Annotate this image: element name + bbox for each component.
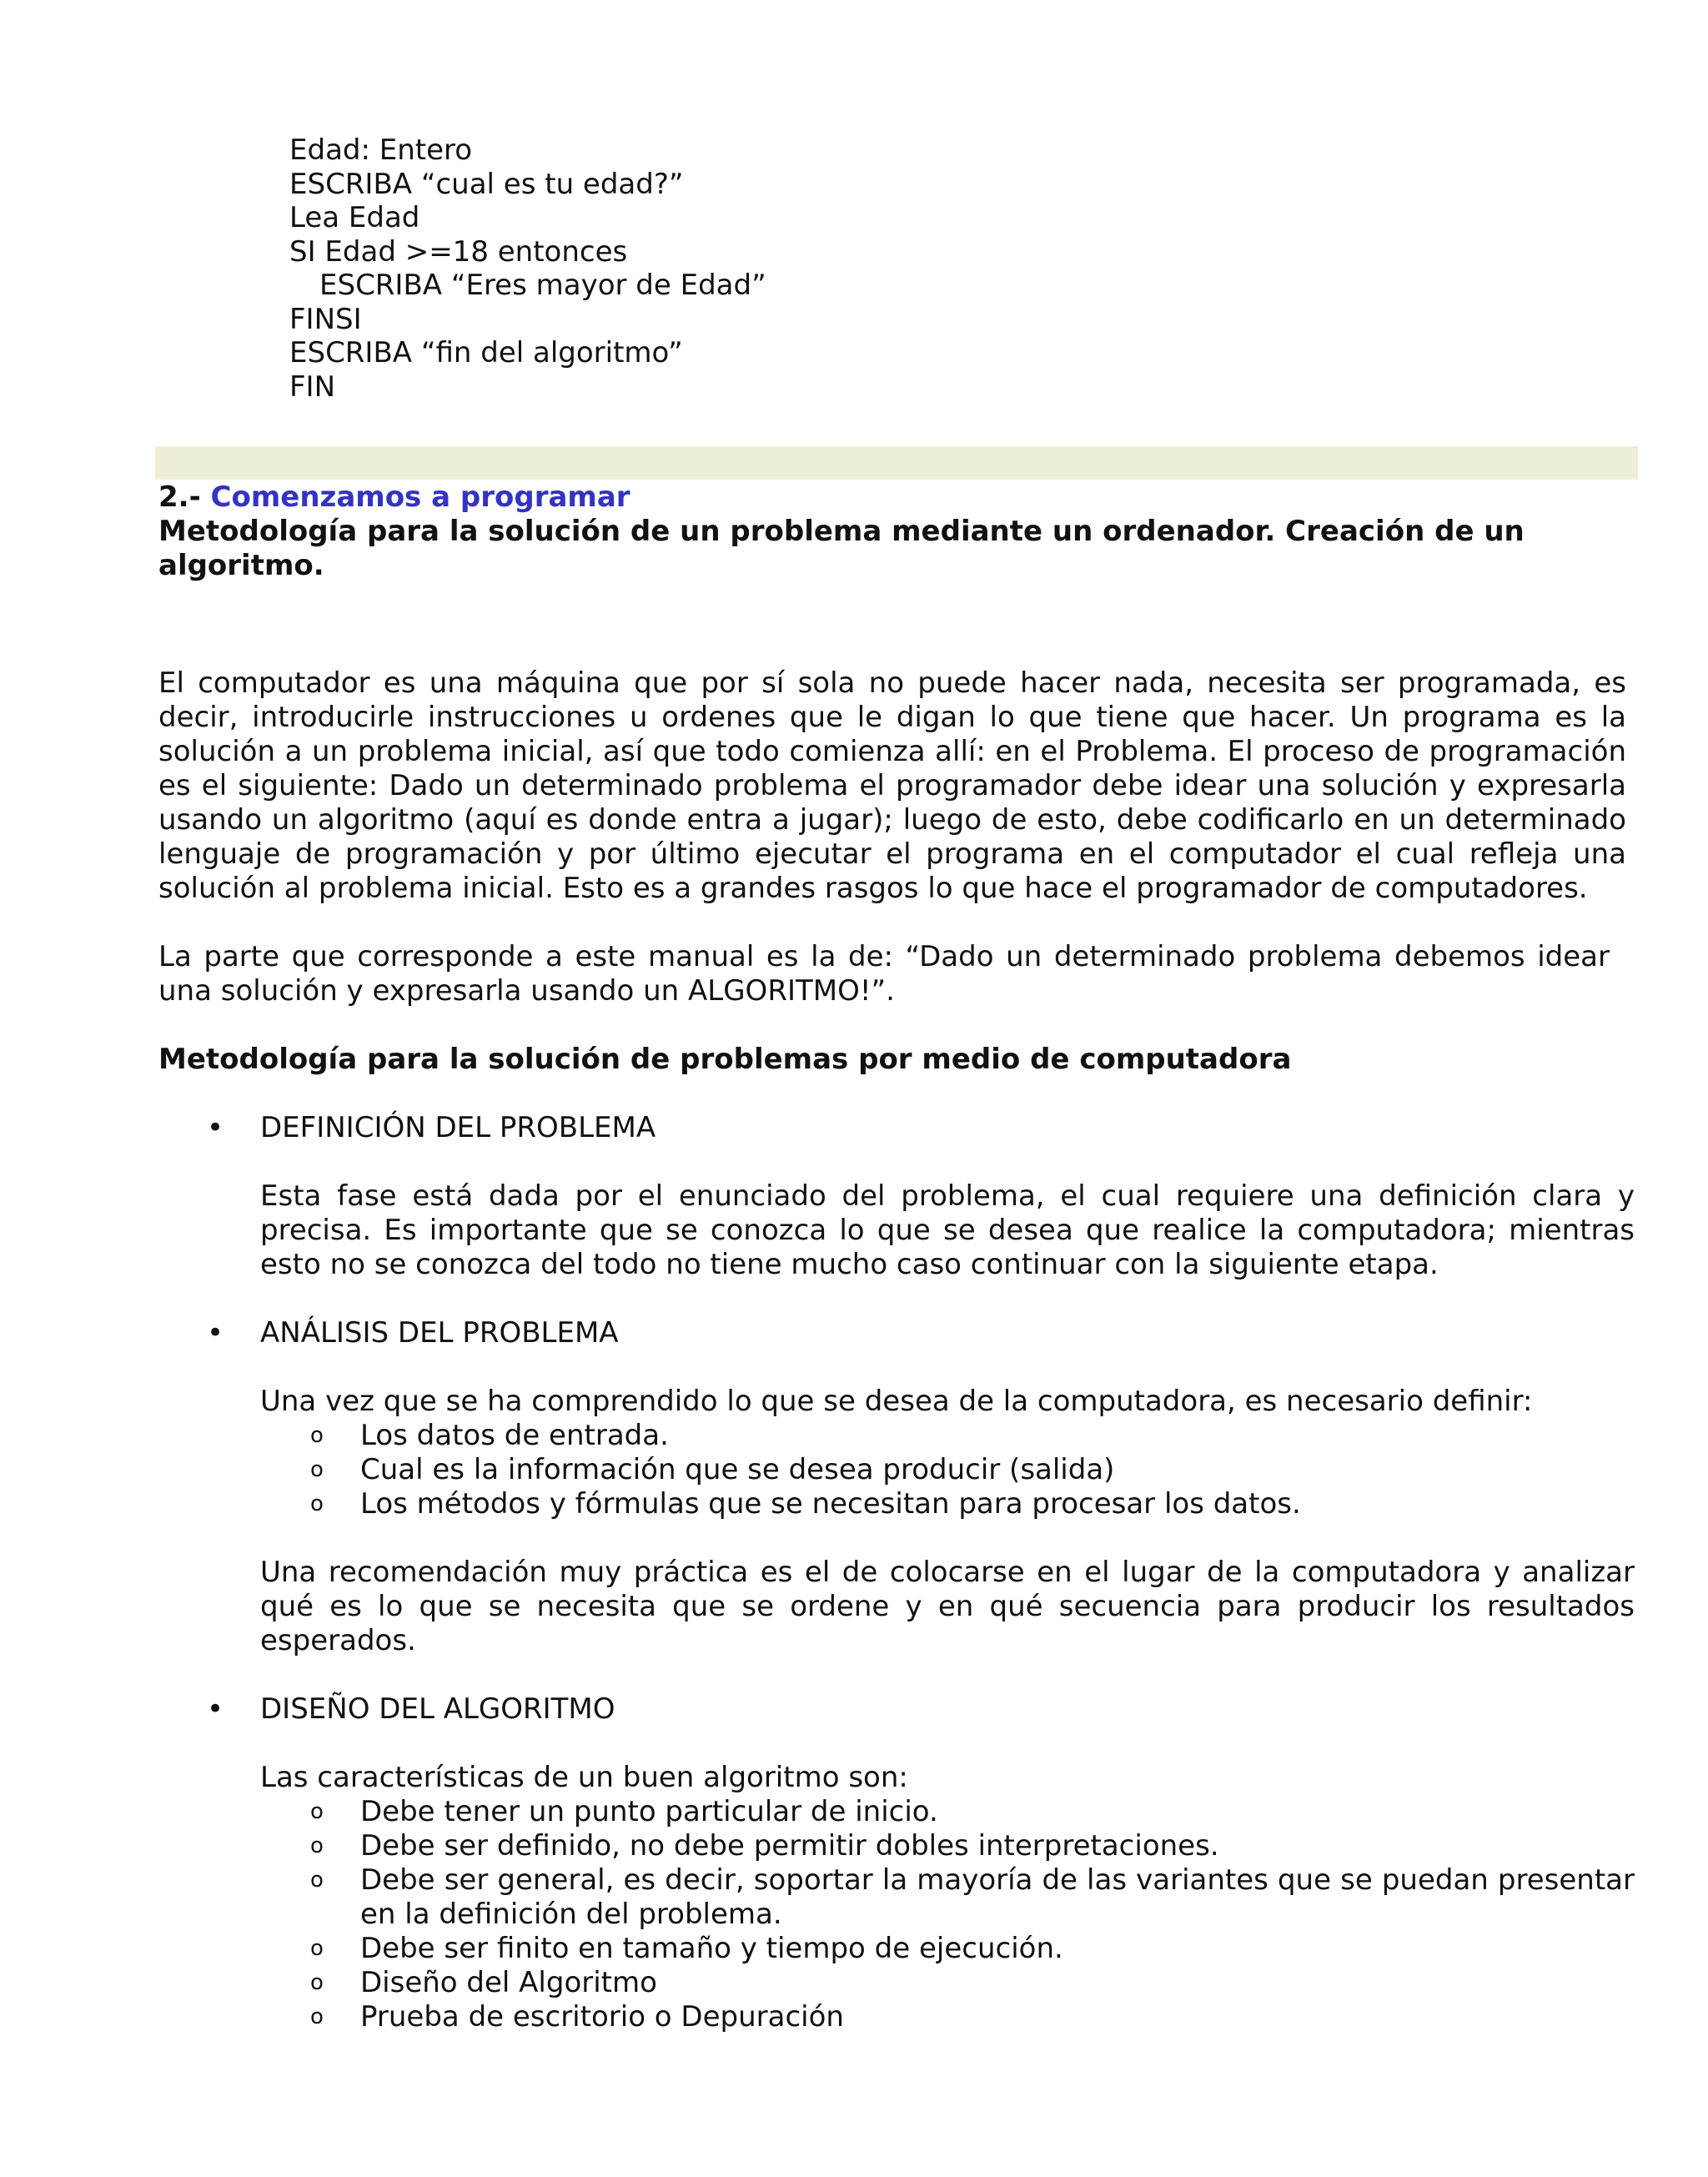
circle-bullet-icon: o [310, 1491, 324, 1516]
section-divider-band [155, 446, 1638, 480]
step-recommendation: Una recomendación muy práctica es el de colocarse en el lugar de la computadora y analizar qué es lo que se necesita que se ordene y en qué secuencia para producir los resultados esperados. [260, 1556, 1635, 1657]
code-line: FINSI [289, 302, 362, 336]
manual-paragraph: La parte que corresponde a este manual es la de: “Dado un determinado problema debemos idear una solución y expresarla usando un ALGORITMO!”. [158, 940, 1610, 1008]
analysis-list [260, 1419, 1635, 1521]
design-list [260, 1795, 1635, 2034]
list-item-text: Prueba de escritorio o Depuración [360, 2000, 844, 2034]
list-item-text: Diseño del Algoritmo [360, 1966, 657, 1999]
list-item [260, 1419, 1635, 1453]
list-item [260, 1932, 1635, 1966]
step-definition [158, 1111, 1635, 1282]
bullet-icon: • [207, 1692, 224, 1726]
list-item-text: Los datos de entrada. [360, 1419, 669, 1452]
step-intro: Una vez que se ha comprendido lo que se desea de la computadora, es necesario definir: [260, 1385, 1533, 1418]
list-item [260, 1487, 1635, 1521]
list-item [260, 1863, 1635, 1932]
list-item-text: Debe tener un punto particular de inicio. [360, 1795, 938, 1828]
code-line: Edad: Entero [289, 133, 473, 167]
step-title: ANÁLISIS DEL PROBLEMA [260, 1316, 619, 1350]
section-heading [158, 480, 1635, 515]
code-line: ESCRIBA “fin del algoritmo” [289, 336, 683, 370]
step-title: DEFINICIÓN DEL PROBLEMA [260, 1111, 656, 1144]
circle-bullet-icon: o [310, 1936, 324, 1961]
code-line: Lea Edad [289, 201, 420, 234]
code-line: ESCRIBA “cual es tu edad?” [289, 167, 684, 201]
section-title: Comenzamos a programar [210, 480, 630, 514]
list-item [260, 1453, 1635, 1487]
list-item [260, 1966, 1635, 2000]
circle-bullet-icon: o [310, 1833, 324, 1858]
code-line: SI Edad >=18 entonces [289, 234, 628, 269]
circle-bullet-icon: o [310, 1868, 324, 1893]
circle-bullet-icon: o [310, 2004, 324, 2029]
section-number: 2.- [158, 480, 201, 514]
list-item [260, 1795, 1635, 1829]
section-content [158, 480, 1635, 2034]
intro-paragraph: El computador es una máquina que por sí sola no puede hacer nada, necesita ser programada, es decir, introducirle instrucciones u ordenes que le digan lo que tiene que hacer. Un programa es la solución a un problema inicial, así que todo comienza allí: en el Problema. El proceso de programación es el siguiente: Dado un determinado problema el programador debe idear una solución y expresarla usando un algoritmo (aquí es donde entra a jugar); luego de esto, debe codificarlo en un determinado lenguaje de programación y por último ejecutar el programa en el computador el cual refleja una solución al problema inicial. Esto es a grandes rasgos lo que hace el programador de computadores. [158, 666, 1626, 905]
step-analysis [158, 1316, 1635, 1658]
bullet-icon: • [207, 1111, 224, 1144]
code-line: FIN [289, 370, 336, 404]
step-title: DISEÑO DEL ALGORITMO [260, 1692, 615, 1726]
list-item [260, 1829, 1635, 1863]
step-intro: Las características de un buen algoritmo son: [260, 1761, 908, 1794]
section-subheading: Metodología para la solución de un problema mediante un ordenador. Creación de un algoritmo. [158, 515, 1525, 582]
circle-bullet-icon: o [310, 1423, 324, 1448]
list-item [260, 2000, 1635, 2034]
circle-bullet-icon: o [310, 1970, 324, 1995]
circle-bullet-icon: o [310, 1457, 324, 1482]
step-text: Esta fase está dada por el enunciado del problema, el cual requiere una definición clara y precisa. Es importante que se conozca lo que se desea que realice la computadora; mientras esto no se conozca del todo no tiene mucho caso continuar con la siguiente etapa. [260, 1179, 1635, 1281]
list-item-text: Cual es la información que se desea producir (salida) [360, 1453, 1115, 1486]
bullet-icon: • [207, 1316, 224, 1350]
list-item-text: Debe ser finito en tamaño y tiempo de ejecución. [360, 1932, 1063, 1965]
circle-bullet-icon: o [310, 1799, 324, 1824]
step-design [158, 1692, 1635, 2034]
list-item-text: Debe ser general, es decir, soportar la mayoría de las variantes que se puedan presentar en la definición del problema. [360, 1863, 1635, 1931]
pseudocode-block [289, 133, 766, 404]
list-item-text: Debe ser definido, no debe permitir dobles interpretaciones. [360, 1829, 1219, 1863]
list-item-text: Los métodos y fórmulas que se necesitan para procesar los datos. [360, 1487, 1301, 1521]
methodology-heading: Metodología para la solución de problemas por medio de computadora [158, 1043, 1292, 1076]
code-line: ESCRIBA “Eres mayor de Edad” [319, 269, 766, 302]
